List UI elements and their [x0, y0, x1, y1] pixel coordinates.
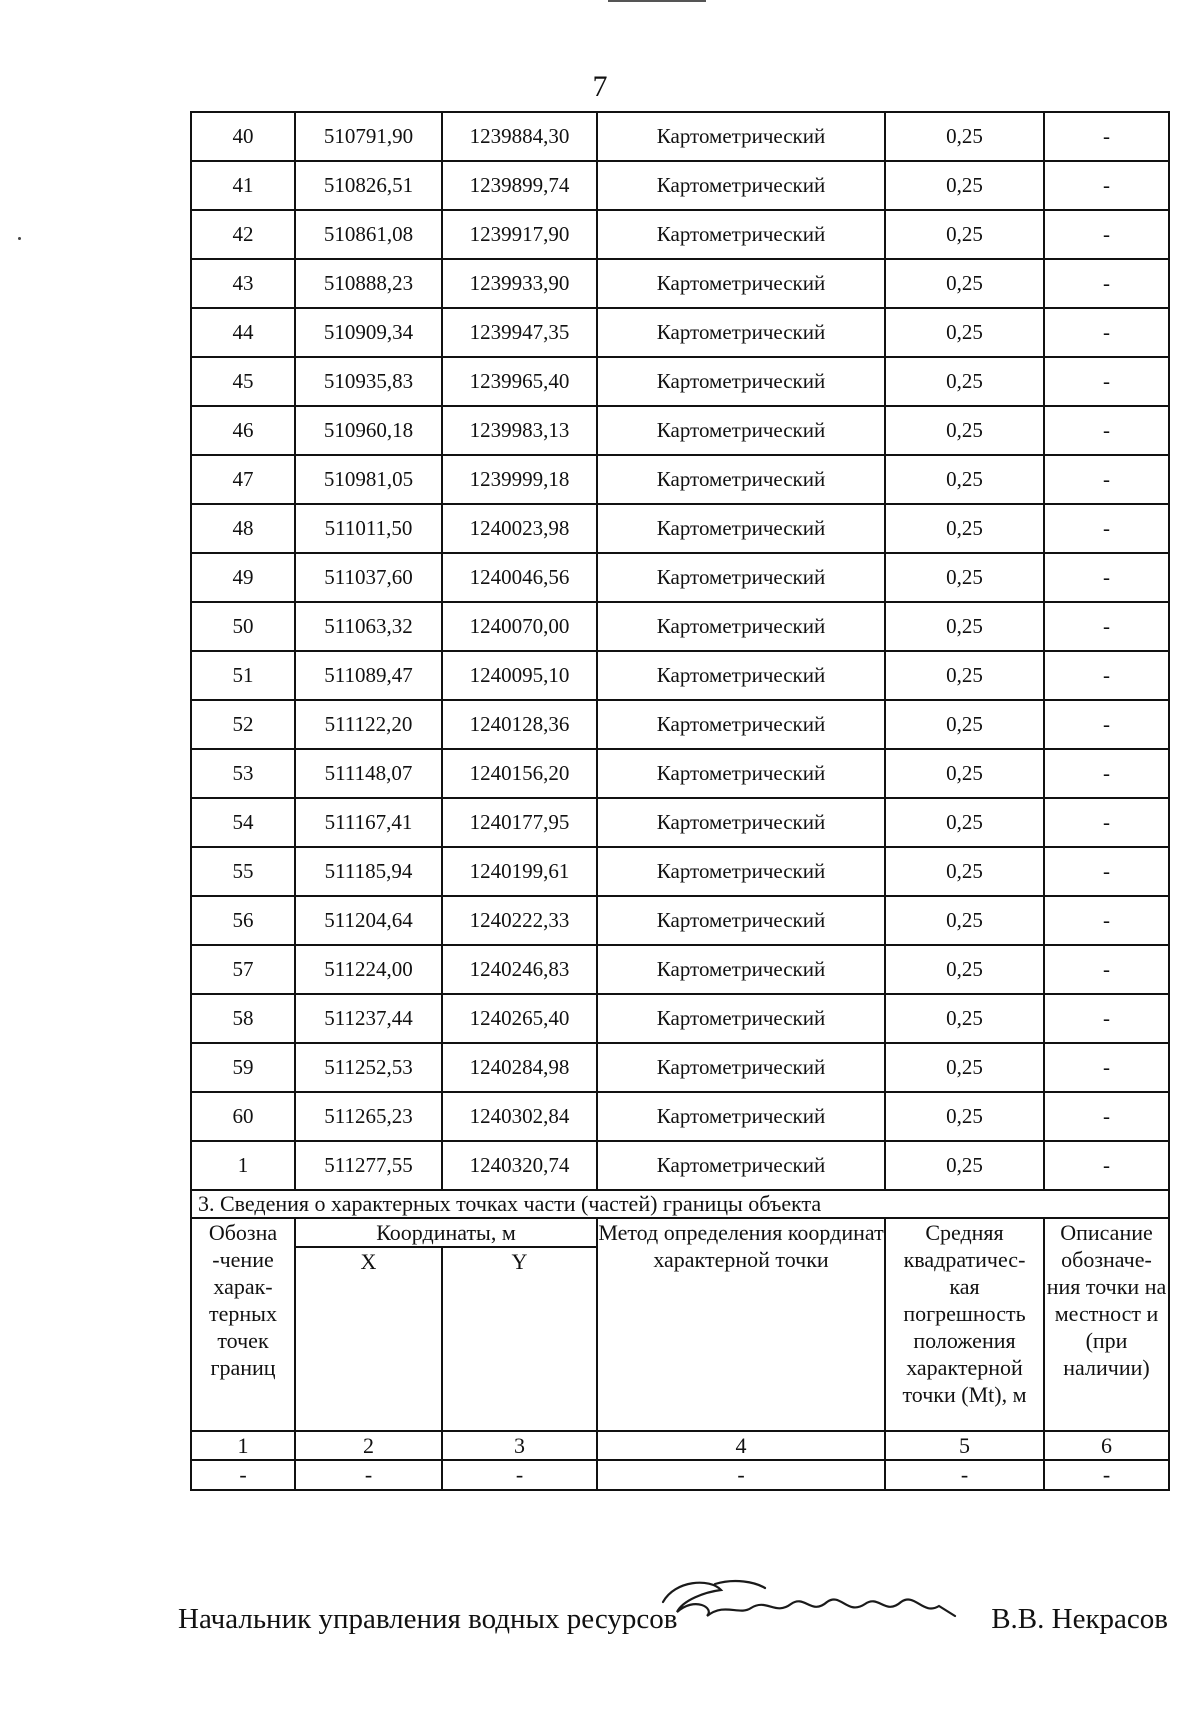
x-coordinate-cell: 511063,32 [295, 602, 442, 651]
point-id-cell: 52 [191, 700, 295, 749]
description-cell: - [1044, 798, 1169, 847]
description-cell: - [1044, 1043, 1169, 1092]
x-coordinate-cell: 510960,18 [295, 406, 442, 455]
description-cell: - [1044, 210, 1169, 259]
method-cell: Картометрический [597, 602, 885, 651]
table-row [191, 210, 1169, 259]
table-row [191, 847, 1169, 896]
table-row [191, 406, 1169, 455]
y-coordinate-cell: 1239983,13 [442, 406, 597, 455]
description-cell: - [1044, 945, 1169, 994]
table-row [191, 602, 1169, 651]
table-row [191, 1141, 1169, 1190]
method-cell: Картометрический [597, 1092, 885, 1141]
description-cell: - [1044, 994, 1169, 1043]
method-cell: Картометрический [597, 945, 885, 994]
method-cell: Картометрический [597, 798, 885, 847]
mt-cell: 0,25 [885, 504, 1044, 553]
method-cell: Картометрический [597, 700, 885, 749]
table-row [191, 504, 1169, 553]
table-row [191, 455, 1169, 504]
x-coordinate-cell: 510981,05 [295, 455, 442, 504]
method-cell: Картометрический [597, 553, 885, 602]
table-row [191, 651, 1169, 700]
point-id-cell: 46 [191, 406, 295, 455]
mt-cell: 0,25 [885, 602, 1044, 651]
y-coordinate-cell: 1240177,95 [442, 798, 597, 847]
mt-cell: 0,25 [885, 161, 1044, 210]
description-cell: - [1044, 896, 1169, 945]
coordinates-table [190, 111, 1170, 1491]
x-coordinate-cell: 510791,90 [295, 112, 442, 161]
y-coordinate-cell: 1240095,10 [442, 651, 597, 700]
point-id-cell: 43 [191, 259, 295, 308]
method-cell: Картометрический [597, 994, 885, 1043]
y-coordinate-cell: 1240320,74 [442, 1141, 597, 1190]
footer-name: В.В. Некрасов [991, 1603, 1168, 1635]
mt-cell: 0,25 [885, 308, 1044, 357]
column-number: 4 [597, 1431, 885, 1460]
method-cell: Картометрический [597, 210, 885, 259]
column-number: 3 [442, 1431, 597, 1460]
header-designation: Обозна -чение харак- терных точек границ [191, 1218, 295, 1431]
empty-cell: - [191, 1460, 295, 1490]
description-cell: - [1044, 112, 1169, 161]
description-cell: - [1044, 847, 1169, 896]
mt-cell: 0,25 [885, 749, 1044, 798]
table-row [191, 1043, 1169, 1092]
x-coordinate-cell: 511237,44 [295, 994, 442, 1043]
x-coordinate-cell: 511204,64 [295, 896, 442, 945]
x-coordinate-cell: 511037,60 [295, 553, 442, 602]
description-cell: - [1044, 161, 1169, 210]
description-cell: - [1044, 259, 1169, 308]
description-cell: - [1044, 1141, 1169, 1190]
column-number: 6 [1044, 1431, 1169, 1460]
point-id-cell: 49 [191, 553, 295, 602]
method-cell: Картометрический [597, 504, 885, 553]
description-cell: - [1044, 455, 1169, 504]
section-3-header-row-1 [191, 1218, 1169, 1247]
y-coordinate-cell: 1239884,30 [442, 112, 597, 161]
empty-cell: - [442, 1460, 597, 1490]
table-row [191, 798, 1169, 847]
x-coordinate-cell: 511277,55 [295, 1141, 442, 1190]
y-coordinate-cell: 1240156,20 [442, 749, 597, 798]
header-x: X [295, 1247, 442, 1431]
empty-cell: - [1044, 1460, 1169, 1490]
mt-cell: 0,25 [885, 1043, 1044, 1092]
x-coordinate-cell: 511185,94 [295, 847, 442, 896]
table-row [191, 749, 1169, 798]
y-coordinate-cell: 1240246,83 [442, 945, 597, 994]
header-method: Метод определения координат характерной точки [597, 1218, 885, 1431]
x-coordinate-cell: 510909,34 [295, 308, 442, 357]
point-id-cell: 41 [191, 161, 295, 210]
mt-cell: 0,25 [885, 651, 1044, 700]
table-row [191, 553, 1169, 602]
mt-cell: 0,25 [885, 798, 1044, 847]
x-coordinate-cell: 510826,51 [295, 161, 442, 210]
point-id-cell: 60 [191, 1092, 295, 1141]
point-id-cell: 47 [191, 455, 295, 504]
table-row [191, 700, 1169, 749]
empty-cell: - [295, 1460, 442, 1490]
y-coordinate-cell: 1240284,98 [442, 1043, 597, 1092]
point-id-cell: 44 [191, 308, 295, 357]
point-id-cell: 50 [191, 602, 295, 651]
mt-cell: 0,25 [885, 455, 1044, 504]
mt-cell: 0,25 [885, 357, 1044, 406]
method-cell: Картометрический [597, 896, 885, 945]
section-3-title: 3. Сведения о характерных точках части (частей) границы объекта [191, 1190, 1169, 1218]
table-row [191, 308, 1169, 357]
description-cell: - [1044, 602, 1169, 651]
x-coordinate-cell: 511011,50 [295, 504, 442, 553]
method-cell: Картометрический [597, 357, 885, 406]
description-cell: - [1044, 651, 1169, 700]
y-coordinate-cell: 1239999,18 [442, 455, 597, 504]
column-numbers-row [191, 1431, 1169, 1460]
mt-cell: 0,25 [885, 112, 1044, 161]
mt-cell: 0,25 [885, 847, 1044, 896]
point-id-cell: 42 [191, 210, 295, 259]
y-coordinate-cell: 1240023,98 [442, 504, 597, 553]
description-cell: - [1044, 553, 1169, 602]
table-row [191, 112, 1169, 161]
y-coordinate-cell: 1240265,40 [442, 994, 597, 1043]
mt-cell: 0,25 [885, 1141, 1044, 1190]
table-row [191, 357, 1169, 406]
description-cell: - [1044, 308, 1169, 357]
x-coordinate-cell: 511122,20 [295, 700, 442, 749]
method-cell: Картометрический [597, 749, 885, 798]
top-rule [608, 0, 706, 2]
y-coordinate-cell: 1240046,56 [442, 553, 597, 602]
x-coordinate-cell: 511265,23 [295, 1092, 442, 1141]
page-number: 7 [592, 70, 608, 103]
point-id-cell: 57 [191, 945, 295, 994]
footer-position: Начальник управления водных ресурсов [178, 1603, 678, 1635]
point-id-cell: 45 [191, 357, 295, 406]
mt-cell: 0,25 [885, 259, 1044, 308]
x-coordinate-cell: 511148,07 [295, 749, 442, 798]
mt-cell: 0,25 [885, 896, 1044, 945]
x-coordinate-cell: 511167,41 [295, 798, 442, 847]
method-cell: Картометрический [597, 455, 885, 504]
x-coordinate-cell: 510935,83 [295, 357, 442, 406]
x-coordinate-cell: 511089,47 [295, 651, 442, 700]
point-id-cell: 1 [191, 1141, 295, 1190]
header-y: Y [442, 1247, 597, 1431]
table-row [191, 896, 1169, 945]
method-cell: Картометрический [597, 847, 885, 896]
point-id-cell: 48 [191, 504, 295, 553]
point-id-cell: 58 [191, 994, 295, 1043]
header-mt: Средняя квадратичес- кая погрешность положения характерной точки (Mt), м [885, 1218, 1044, 1431]
x-coordinate-cell: 510888,23 [295, 259, 442, 308]
point-id-cell: 59 [191, 1043, 295, 1092]
x-coordinate-cell: 510861,08 [295, 210, 442, 259]
section-3-title-row [191, 1190, 1169, 1218]
scan-speck [18, 237, 21, 240]
description-cell: - [1044, 749, 1169, 798]
y-coordinate-cell: 1239899,74 [442, 161, 597, 210]
y-coordinate-cell: 1240302,84 [442, 1092, 597, 1141]
table-row [191, 945, 1169, 994]
method-cell: Картометрический [597, 112, 885, 161]
mt-cell: 0,25 [885, 700, 1044, 749]
table-row [191, 1092, 1169, 1141]
table-row [191, 259, 1169, 308]
description-cell: - [1044, 504, 1169, 553]
empty-cell: - [597, 1460, 885, 1490]
method-cell: Картометрический [597, 161, 885, 210]
description-cell: - [1044, 700, 1169, 749]
mt-cell: 0,25 [885, 406, 1044, 455]
header-coordinates: Координаты, м [295, 1218, 597, 1247]
header-description: Описание обозначе- ния точки на местност и (при наличии) [1044, 1218, 1169, 1431]
mt-cell: 0,25 [885, 210, 1044, 259]
point-id-cell: 53 [191, 749, 295, 798]
method-cell: Картометрический [597, 406, 885, 455]
y-coordinate-cell: 1240199,61 [442, 847, 597, 896]
y-coordinate-cell: 1240222,33 [442, 896, 597, 945]
method-cell: Картометрический [597, 1043, 885, 1092]
section-3-empty-row [191, 1460, 1169, 1490]
y-coordinate-cell: 1240128,36 [442, 700, 597, 749]
point-id-cell: 54 [191, 798, 295, 847]
method-cell: Картометрический [597, 308, 885, 357]
method-cell: Картометрический [597, 651, 885, 700]
description-cell: - [1044, 1092, 1169, 1141]
column-number: 1 [191, 1431, 295, 1460]
mt-cell: 0,25 [885, 945, 1044, 994]
mt-cell: 0,25 [885, 994, 1044, 1043]
y-coordinate-cell: 1239965,40 [442, 357, 597, 406]
table-row [191, 161, 1169, 210]
point-id-cell: 40 [191, 112, 295, 161]
x-coordinate-cell: 511224,00 [295, 945, 442, 994]
description-cell: - [1044, 406, 1169, 455]
point-id-cell: 51 [191, 651, 295, 700]
table-row [191, 994, 1169, 1043]
x-coordinate-cell: 511252,53 [295, 1043, 442, 1092]
column-number: 5 [885, 1431, 1044, 1460]
y-coordinate-cell: 1239933,90 [442, 259, 597, 308]
coordinates-table-body [191, 112, 1169, 1490]
mt-cell: 0,25 [885, 553, 1044, 602]
column-number: 2 [295, 1431, 442, 1460]
y-coordinate-cell: 1239947,35 [442, 308, 597, 357]
point-id-cell: 56 [191, 896, 295, 945]
description-cell: - [1044, 357, 1169, 406]
y-coordinate-cell: 1240070,00 [442, 602, 597, 651]
method-cell: Картометрический [597, 259, 885, 308]
footer-signature-line [178, 1603, 1168, 1636]
point-id-cell: 55 [191, 847, 295, 896]
mt-cell: 0,25 [885, 1092, 1044, 1141]
method-cell: Картометрический [597, 1141, 885, 1190]
y-coordinate-cell: 1239917,90 [442, 210, 597, 259]
empty-cell: - [885, 1460, 1044, 1490]
